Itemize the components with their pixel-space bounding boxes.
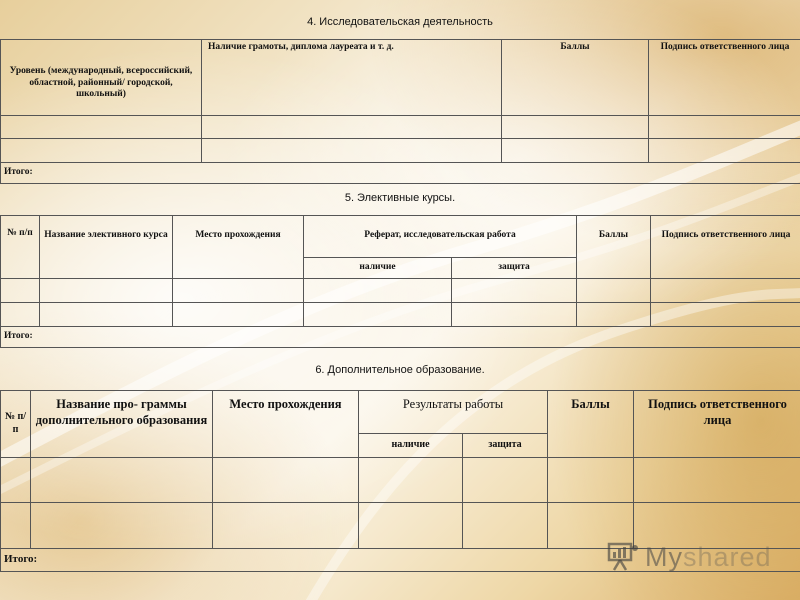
header-diploma: Наличие грамоты, диплома лауреата и т. д. [202,40,502,116]
table-cell[interactable] [452,303,577,327]
table-cell[interactable] [202,139,502,163]
header-signature: Подпись ответственного лица [649,40,800,116]
table-header-row [1,216,800,258]
table-row [1,139,800,163]
header-points: Баллы [548,391,634,458]
total-row [1,327,800,348]
header-results: Результаты работы [359,391,548,434]
section4-title: 4. Исследовательская деятельность [307,16,493,28]
header-report: Реферат, исследовательская работа [304,216,577,258]
table-row [1,279,800,303]
header-number: № п/ п [1,391,31,458]
watermark-text-dim: shared [683,541,772,572]
table-cell[interactable] [213,458,359,503]
table-cell[interactable] [1,139,202,163]
table-cell[interactable] [463,503,548,549]
header-points: Баллы [502,40,649,116]
table-cell[interactable] [1,458,31,503]
table-cell[interactable] [1,503,31,549]
table-cell[interactable] [173,279,304,303]
header-signature: Подпись ответственного лица [651,216,800,279]
table-cell[interactable] [1,279,40,303]
table-cell[interactable] [359,503,463,549]
watermark-text [645,542,772,573]
table-cell[interactable] [651,279,800,303]
table-cell[interactable] [577,279,651,303]
table-cell[interactable] [202,116,502,139]
table-cell[interactable] [463,458,548,503]
watermark-text-bright: My [645,541,683,572]
total-label: Итого: [1,163,800,184]
table-cell[interactable] [40,279,173,303]
header-program-name: Название про- граммы дополнительного образования [31,391,213,458]
table-row [1,116,800,139]
section5-title: 5. Элективные курсы. [344,192,456,204]
table-cell[interactable] [502,116,649,139]
header-points: Баллы [577,216,651,279]
elective-courses-table [0,215,800,348]
myshared-watermark [606,537,776,577]
table-cell[interactable] [359,458,463,503]
total-label: Итого: [1,327,800,348]
header-place: Место прохождения [213,391,359,458]
table-cell[interactable] [213,503,359,549]
table-cell[interactable] [649,116,800,139]
table-cell[interactable] [40,303,173,327]
header-number: № п/п [1,216,40,279]
table-cell[interactable] [577,303,651,327]
table-cell[interactable] [304,279,452,303]
table-cell[interactable] [31,458,213,503]
table-header-row [1,40,800,116]
table-cell[interactable] [173,303,304,327]
header-defense: защита [452,258,577,279]
table-cell[interactable] [649,139,800,163]
header-place: Место прохождения [173,216,304,279]
header-signature: Подпись ответственного лица [634,391,800,458]
table-cell[interactable] [1,303,40,327]
table-cell[interactable] [452,279,577,303]
header-presence: наличие [304,258,452,279]
table-cell[interactable] [304,303,452,327]
total-label: Итого: [1,549,800,572]
table-cell[interactable] [502,139,649,163]
header-defense: защита [463,434,548,458]
header-level: Уровень (международный, всероссийский, областной, районный/ городской, школьный) [1,40,202,116]
table-header-row [1,391,800,434]
table-cell[interactable] [651,303,800,327]
presentation-board-icon [606,540,640,574]
table-cell[interactable] [634,458,800,503]
section6-title: 6. Дополнительное образование. [315,364,485,376]
header-course-name: Название элективного курса [40,216,173,279]
table-row [1,303,800,327]
research-activity-table [0,39,800,184]
table-cell[interactable] [1,116,202,139]
table-cell[interactable] [31,503,213,549]
total-row [1,163,800,184]
table-row [1,458,800,503]
table-cell[interactable] [548,458,634,503]
header-presence: наличие [359,434,463,458]
